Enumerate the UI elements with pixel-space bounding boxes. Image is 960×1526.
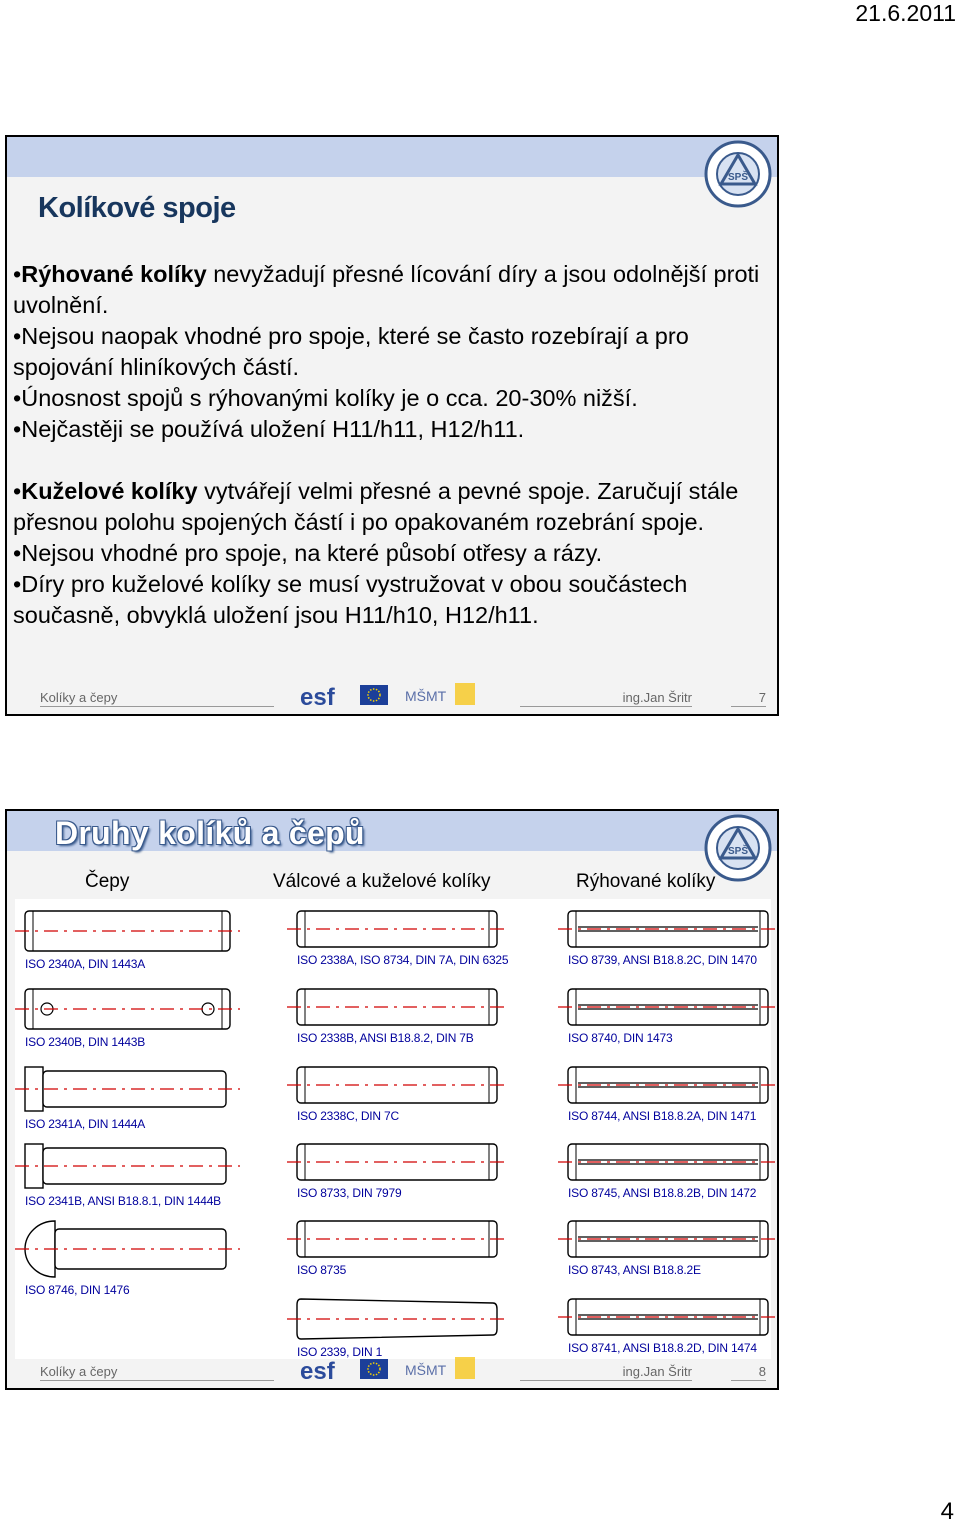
bullet-3: •Únosnost spojů s rýhovanými kolíky je o cca. 20-30% nižší.	[13, 385, 638, 411]
col3-pin-drawing	[558, 1065, 778, 1105]
slide-body	[13, 259, 768, 631]
col2-pin-drawing	[287, 1065, 507, 1105]
bullet-2: •Nejsou naopak vhodné pro spoje, které se často rozebírají a pro spojování hliníkových částí.	[13, 323, 689, 380]
slide-footer	[7, 1359, 777, 1387]
col1-pin-label: ISO 8746, DIN 1476	[25, 1283, 130, 1297]
school-logo-icon	[703, 139, 773, 209]
slide-title: Kolíkové spoje	[38, 192, 236, 224]
col1-pin-drawing	[15, 1065, 240, 1113]
col3-pin-drawing	[558, 987, 778, 1027]
col2-pin-label: ISO 8733, DIN 7979	[297, 1186, 402, 1200]
page-date: 21.6.2011	[855, 0, 956, 26]
svg-text:esf: esf	[300, 684, 335, 711]
col2-pin-label: ISO 2338A, ISO 8734, DIN 7A, DIN 6325	[297, 953, 509, 967]
col3-pin-label: ISO 8743, ANSI B18.8.2E	[568, 1263, 701, 1277]
col2-pin-drawing	[287, 987, 507, 1027]
col3-pin-label: ISO 8744, ANSI B18.8.2A, DIN 1471	[568, 1109, 757, 1123]
col2-pin-drawing	[287, 909, 507, 949]
col3-pin-label: ISO 8740, DIN 1473	[568, 1031, 673, 1045]
col1-pin-drawing	[15, 1219, 240, 1279]
slide-footer	[7, 685, 777, 713]
col1-pin-drawing	[15, 909, 240, 953]
footer-topic: Kolíky a čepy	[40, 690, 274, 707]
svg-text:MŠMT: MŠMT	[405, 688, 447, 704]
svg-text:MŠMT: MŠMT	[405, 1362, 447, 1378]
pin-drawings	[15, 899, 771, 1359]
col2-pin-drawing	[287, 1142, 507, 1182]
col3-pin-label: ISO 8745, ANSI B18.8.2B, DIN 1472	[568, 1186, 757, 1200]
slide-druhy-koliku	[5, 809, 779, 1390]
col1-pin-drawing	[15, 1142, 240, 1190]
slide-kolikove-spoje	[5, 135, 779, 716]
col1-pin-label: ISO 2340B, DIN 1443B	[25, 1035, 146, 1049]
page-number: 4	[940, 1498, 954, 1525]
col2-pin-drawing	[287, 1297, 507, 1341]
footer-author: ing.Jan Šritr	[520, 690, 692, 707]
svg-text:SPŠ: SPŠ	[727, 172, 749, 183]
svg-text:esf: esf	[300, 1358, 335, 1385]
svg-text:SPŠ: SPŠ	[727, 846, 749, 857]
bullet-1: •Rýhované kolíky nevyžadují přesné lícování díry a jsou odolnější proti uvolnění.	[13, 261, 760, 318]
col2-pin-label: ISO 2338C, DIN 7C	[297, 1109, 399, 1123]
column-header-cepy: Čepy	[85, 871, 130, 892]
slide-title: Druhy kolíků a čepů	[55, 815, 365, 851]
col2-pin-drawing	[287, 1219, 507, 1259]
footer-slide-number: 8	[731, 1364, 766, 1381]
col2-pin-label: ISO 2339, DIN 1	[297, 1345, 383, 1359]
bullet-5: •Kuželové kolíky vytvářejí velmi přesné a pevné spoje. Zaručují stále přesnou polohu spojených částí i po opakovaném rozebrání spoje.	[13, 478, 739, 535]
col1-pin-label: ISO 2341B, ANSI B18.8.1, DIN 1444B	[25, 1194, 221, 1208]
slide-header-band	[7, 137, 777, 177]
footer-slide-number: 7	[731, 690, 766, 707]
bullet-4: •Nejčastěji se používá uložení H11/h11, H12/h11.	[13, 416, 525, 442]
bullet-7: •Díry pro kuželové kolíky se musí vystružovat v obou součástech současně, obvyklá uložení jsou H11/h10, H12/h11.	[13, 571, 688, 628]
esf-logos-icon	[300, 679, 485, 716]
col2-pin-label: ISO 2338B, ANSI B18.8.2, DIN 7B	[297, 1031, 474, 1045]
col3-pin-drawing	[558, 1142, 778, 1182]
col3-pin-drawing	[558, 1297, 778, 1337]
footer-topic: Kolíky a čepy	[40, 1364, 274, 1381]
footer-author: ing.Jan Šritr	[520, 1364, 692, 1381]
bullet-6: •Nejsou vhodné pro spoje, na které působí otřesy a rázy.	[13, 540, 603, 566]
col1-pin-drawing	[15, 987, 240, 1031]
col1-pin-label: ISO 2340A, DIN 1443A	[25, 957, 146, 971]
col3-pin-label: ISO 8739, ANSI B18.8.2C, DIN 1470	[568, 953, 757, 967]
col2-pin-label: ISO 8735	[297, 1263, 347, 1277]
col3-pin-drawing	[558, 1219, 778, 1259]
column-header-ryhovane: Rýhované kolíky	[576, 871, 716, 892]
col3-pin-drawing	[558, 909, 778, 949]
column-header-valcove: Válcové a kuželové kolíky	[273, 871, 491, 892]
col3-pin-label: ISO 8741, ANSI B18.8.2D, DIN 1474	[568, 1341, 757, 1355]
esf-logos-icon	[300, 1353, 485, 1390]
col1-pin-label: ISO 2341A, DIN 1444A	[25, 1117, 146, 1131]
